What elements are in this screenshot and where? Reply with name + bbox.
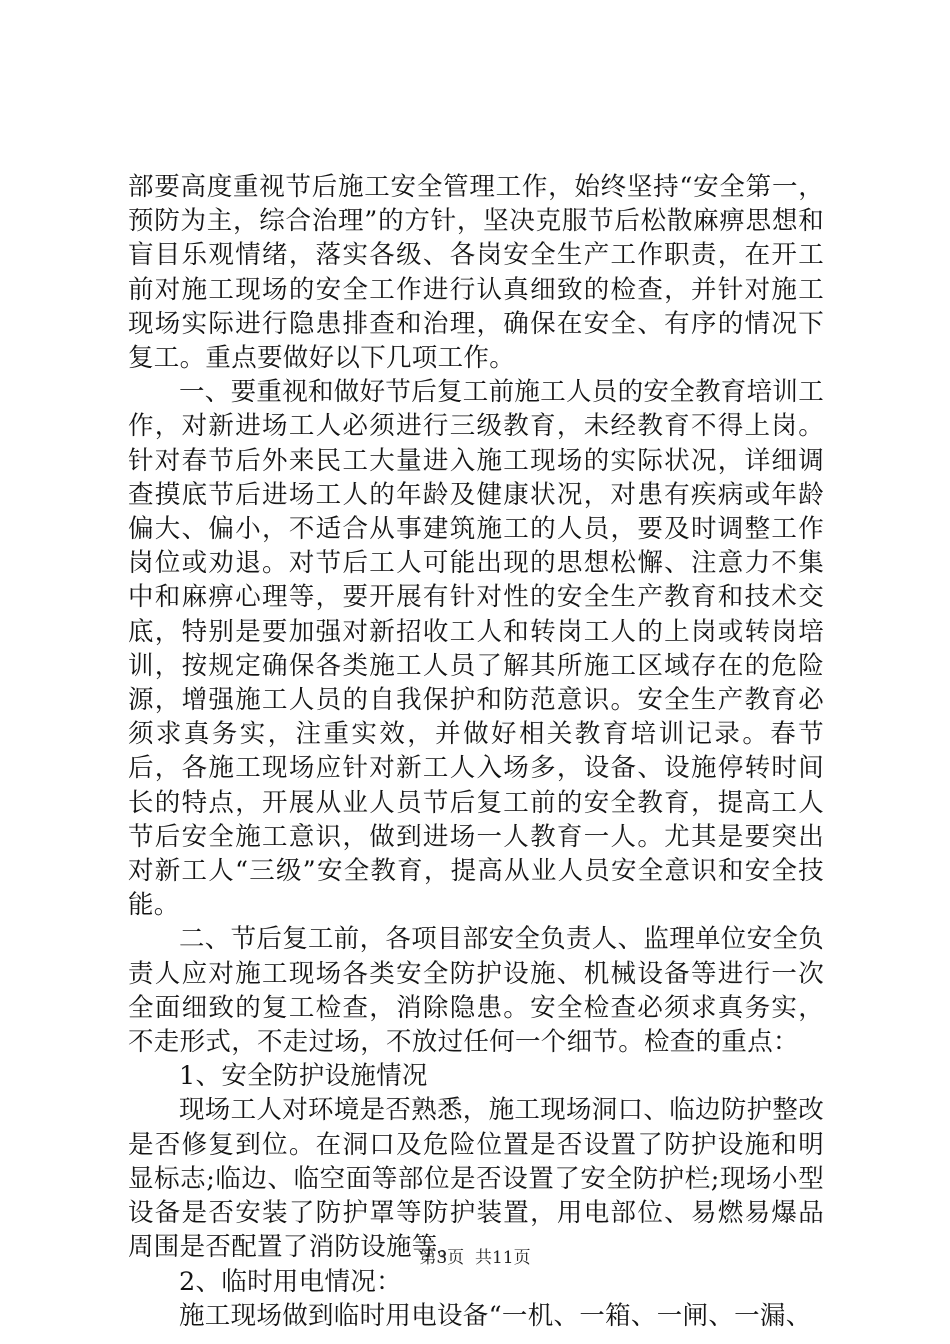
paragraph-continuation: 部要高度重视节后施工安全管理工作，始终坚持“安全第一，预防为主，综合治理”的方针，坚决克服节后松散麻痹思想和盲目乐观情绪，落实各级、各岗安全生产工作职责，在开工前对施工现场的安全工作进行认真细致的检查，并针对施工现场实际进行隐患排查和治理，确保在安全、有序的情况下复工。重点要做好以下几项工作。 bbox=[128, 172, 824, 374]
paragraph-safety-protection: 现场工人对环境是否熟悉，施工现场洞口、临边防护整改是否修复到位。在洞口及危险位置是否设置了防护设施和明显标志;临边、临空面等部位是否设置了安全防护栏;现场小型设备是否安装了防护罩等防护装置，用电部位、易燃易爆品周围是否配置了消防设施等。 bbox=[128, 1095, 825, 1263]
heading-safety-protection: 1、安全防护设施情况 bbox=[179, 1061, 428, 1092]
heading-temporary-power: 2、临时用电情况： bbox=[179, 1266, 402, 1297]
page-number: 第3页 共11页 bbox=[419, 1248, 531, 1268]
paragraph-section-one: 一、要重视和做好节后复工前施工人员的安全教育培训工作，对新进场工人必须进行三级教育，未经教育不得上岗。针对春节后外来民工大量进入施工现场的实际状况，详细调查摸底节后进场工人的年龄及健康状况，对患有疾病或年龄偏大、偏小，不适合从事建筑施工的人员，要及时调整工作岗位或劝退。对节后工人可能出现的思想松懈、注意力不集中和麻痹心理等，要开展有针对性的安全生产教育和技术交底，特别是要加强对新招收工人和转岗工人的上岗或转岗培训，按规定确保各类施工人员了解其所施工区域存在的危险源，增强施工人员的自我保护和防范意识。安全生产教育必须求真务实，注重实效，并做好相关教育培训记录。春节后，各施工现场应针对新工人入场多，设备、设施停转时间长的特点，开展从业人员节后复工前的安全教育，提高工人节后安全施工意识，做到进场一人教育一人。尤其是要突出对新工人“三级”安全教育，提高从业人员安全意识和安全技能。 bbox=[128, 377, 825, 921]
paragraph-section-two: 二、节后复工前，各项目部安全负责人、监理单位安全负责人应对施工现场各类安全防护设施、机械设备等进行一次全面细致的复工检查，消除隐患。安全检查必须求真务实，不走形式，不走过场，不放过任何一个细节。检查的重点： bbox=[128, 924, 825, 1058]
paragraph-temporary-power: 施工现场做到临时用电设备“一机、一箱、一闸、一漏、 bbox=[179, 1300, 812, 1331]
document-body bbox=[128, 170, 824, 1333]
page-footer bbox=[0, 1243, 950, 1268]
